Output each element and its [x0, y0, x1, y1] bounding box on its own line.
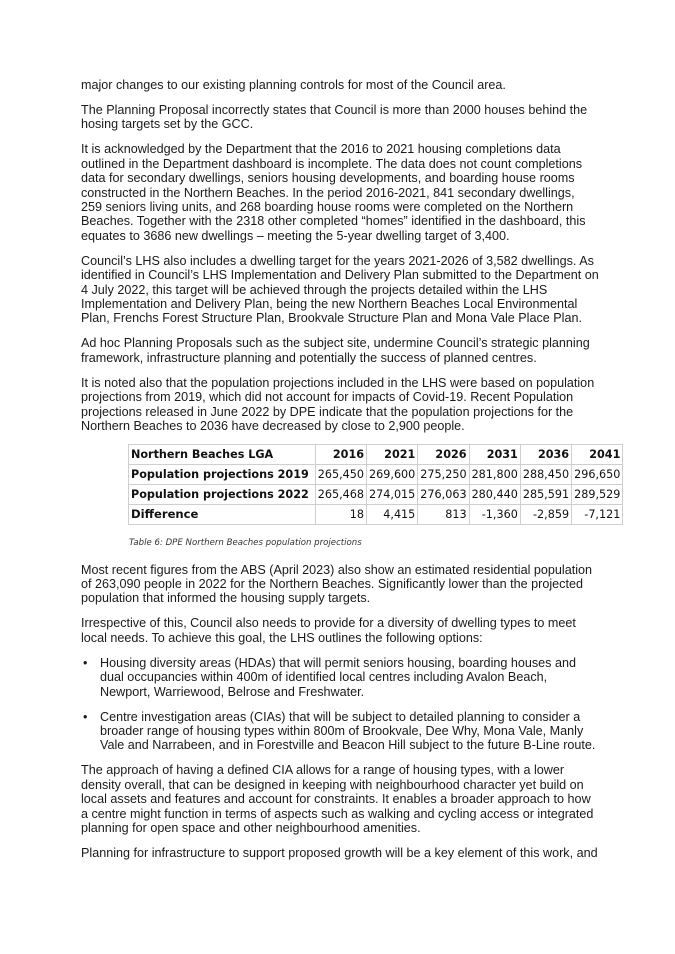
table-cell: 296,650 [572, 464, 623, 484]
paragraph: Irrespective of this, Council also needs to provide for a diversity of dwelling types to meet local needs. To achieve this goal, the LHS outlines the following options: [81, 616, 576, 645]
table-cell: 285,591 [520, 484, 571, 504]
paragraph: Ad hoc Planning Proposals such as the subject site, undermine Council’s strategic planning framework, infrastructure planning and potentially the success of planned centres. [81, 336, 590, 365]
table-cell: 280,440 [469, 484, 520, 504]
table-cell: 813 [418, 504, 469, 524]
table-cell: 265,450 [315, 464, 366, 484]
paragraph: It is noted also that the population projections included in the LHS were based on population projections from 2019, which did not account for impacts of Covid-19. Recent Population projections released in June 2022 by DPE indicate that the population projections for the Northern Beaches to 2036 have decreased by close to 2,900 people. [81, 375, 595, 434]
table-cell: 274,015 [367, 484, 418, 504]
paragraph: Planning for infrastructure to support proposed growth will be a key element of this work, and [81, 845, 598, 860]
table-cell: 265,468 [315, 484, 366, 504]
table-row-label: Population projections 2019 [129, 464, 316, 484]
paragraph: major changes to our existing planning controls for most of the Council area. [81, 78, 506, 92]
paragraph: Most recent figures from the ABS (April 2023) also show an estimated residential population of 263,090 people in 2022 for the Northern Beaches. Significantly lower than the projected population that informed the housing supply targets. [81, 562, 593, 606]
list-item [81, 656, 599, 699]
list-item-text: Housing diversity areas (HDAs) that will permit seniors housing, boarding houses and dual occupancies within 400m of identified local centres including Avalon Beach, Newport, Warriewood, Belrose and Freshwater. [100, 655, 576, 699]
table-row [129, 484, 623, 504]
bullet-icon: • [83, 655, 88, 670]
table-cell: -2,859 [520, 504, 571, 524]
table-cell: 281,800 [469, 464, 520, 484]
table-header-cell: 2026 [418, 444, 469, 464]
document-page [81, 78, 621, 860]
paragraph: The Planning Proposal incorrectly states that Council is more than 2000 houses behind the hosing targets set by the GCC. [81, 103, 588, 132]
table-row-difference [129, 504, 623, 524]
population-table-wrapper [128, 444, 621, 525]
table-cell: 276,063 [418, 484, 469, 504]
table-header-cell: 2036 [520, 444, 571, 464]
population-projections-table [128, 444, 623, 525]
paragraph: It is acknowledged by the Department that the 2016 to 2021 housing completions data outlined in the Department dashboard is incomplete. The data does not count completions data for secondary dwellings, seniors housing developments, and boarding house rooms constructed in the Northern Beaches. In the period 2016-2021, 841 secondary dwellings, 259 seniors living units, and 268 boarding house rooms were completed on the Northern Beaches. Together with the 2318 other completed “homes” identified in the dashboard, this equates to 3686 new dwellings – meeting the 5-year dwelling target of 3,400. [81, 142, 586, 243]
bullet-list [81, 656, 599, 753]
table-cell: 288,450 [520, 464, 571, 484]
table-header-cell: Northern Beaches LGA [129, 444, 316, 464]
table-cell: 275,250 [418, 464, 469, 484]
paragraph: Council’s LHS also includes a dwelling target for the years 2021-2026 of 3,582 dwellings. As identified in Council’s LHS Implementation and Delivery Plan submitted to the Department on 4 July 2022, this target will be achieved through the projects detailed within the LHS Implementation and Delivery Plan, being the new Northern Beaches Local Environmental Plan, Frenchs Forest Structure Plan, Brookvale Structure Plan and Mona Vale Place Plan. [81, 253, 599, 326]
table-cell: -7,121 [572, 504, 623, 524]
list-item-text: Centre investigation areas (CIAs) that will be subject to detailed planning to consider a broader range of housing types within 800m of Brookvale, Dee Why, Mona Vale, Manly Vale and Narrabeen, and in Forestville and Beacon Hill subject to the future B-Line route. [100, 709, 596, 753]
table-header-cell: 2016 [315, 444, 366, 464]
table-cell: 4,415 [367, 504, 418, 524]
table-caption: Table 6: DPE Northern Beaches population projections [129, 537, 362, 548]
table-cell: 289,529 [572, 484, 623, 504]
table-header-cell: 2021 [367, 444, 418, 464]
table-cell: 269,600 [367, 464, 418, 484]
table-cell: 18 [315, 504, 366, 524]
table-row-label: Difference [129, 504, 316, 524]
table-row-label: Population projections 2022 [129, 484, 316, 504]
table-header-row [129, 444, 623, 464]
table-header-cell: 2031 [469, 444, 520, 464]
list-item [81, 710, 599, 753]
paragraph: The approach of having a defined CIA allows for a range of housing types, with a lower density overall, that can be designed in keeping with neighbourhood character yet build on local assets and features and account for constraints. It enables a broader approach to how a centre might function in terms of aspects such as walking and cycling access or integrated planning for open space and other neighbourhood amenities. [81, 763, 594, 835]
table-row [129, 464, 623, 484]
table-header-cell: 2041 [572, 444, 623, 464]
bullet-icon: • [83, 709, 88, 724]
table-cell: -1,360 [469, 504, 520, 524]
